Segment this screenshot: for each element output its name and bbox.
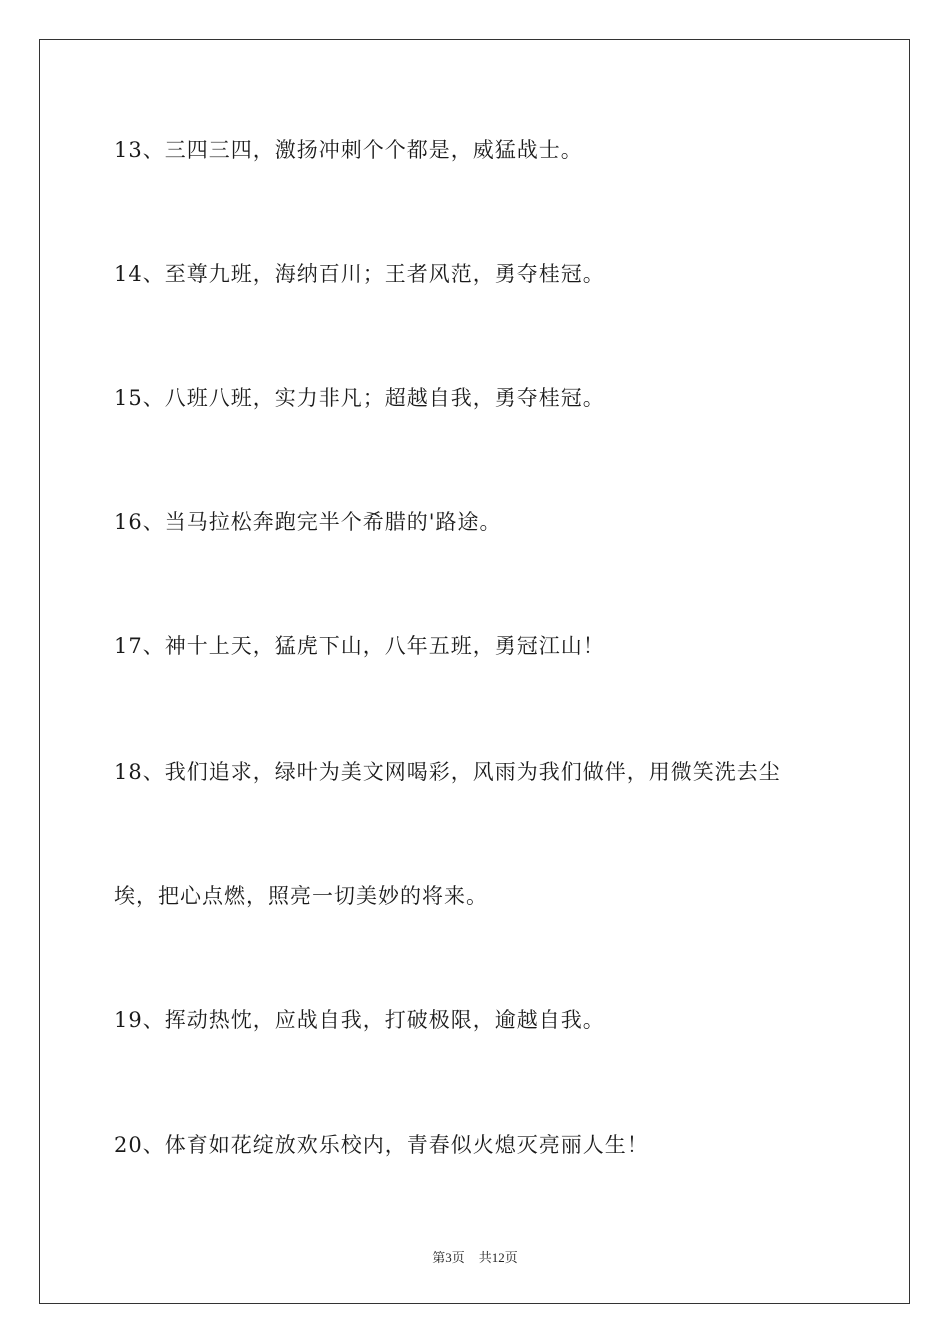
page-border: [39, 39, 910, 1304]
slogan-line-15: 15、八班八班，实力非凡；超越自我，勇夺桂冠。: [114, 386, 605, 410]
page-total: 共12页: [478, 1250, 518, 1265]
slogan-line-13: 13、三四三四，激扬冲刺个个都是，威猛战士。: [114, 138, 583, 162]
slogan-line-14: 14、至尊九班，海纳百川；王者风范，勇夺桂冠。: [114, 262, 605, 286]
slogan-line-18-continued: 埃，把心点燃，照亮一切美妙的将来。: [114, 884, 488, 908]
slogan-line-19: 19、挥动热忱，应战自我，打破极限，逾越自我。: [114, 1008, 605, 1032]
slogan-line-17: 17、神十上天，猛虎下山，八年五班，勇冠江山！: [114, 634, 605, 658]
page-number: 第3页: [432, 1250, 465, 1265]
slogan-line-20: 20、体育如花绽放欢乐校内，青春似火熄灭亮丽人生！: [114, 1133, 649, 1157]
page-footer: [0, 1247, 950, 1266]
slogan-line-16: 16、当马拉松奔跑完半个希腊的'路途。: [114, 510, 502, 534]
slogan-line-18: 18、我们追求，绿叶为美文网喝彩，风雨为我们做伴，用微笑洗去尘: [114, 760, 781, 784]
